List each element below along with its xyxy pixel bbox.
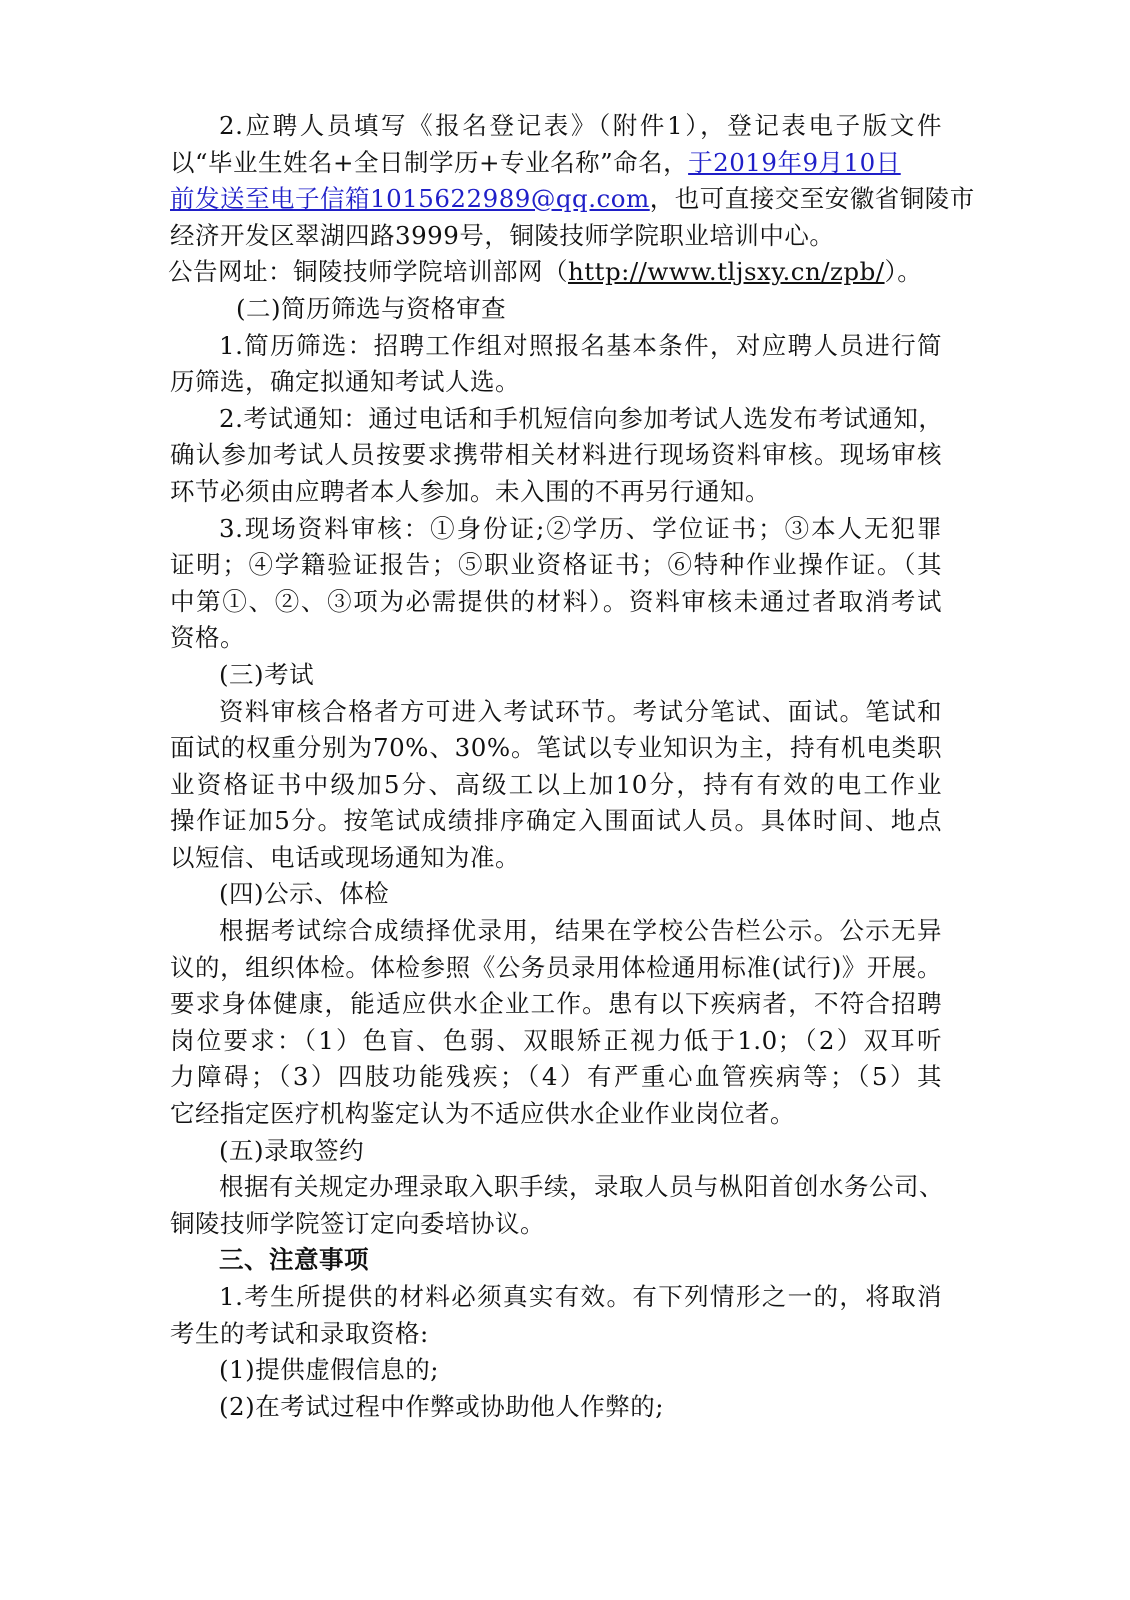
paragraph-line: 历筛选，确定拟通知考试人选。 bbox=[170, 367, 520, 397]
notice-end: ）。 bbox=[884, 257, 923, 287]
subsection-heading: (五)录取签约 bbox=[219, 1135, 365, 1165]
paragraph-line: 2.考试通知：通过电话和手机短信向参加考试人选发布考试通知， bbox=[219, 403, 944, 433]
paragraph-line bbox=[170, 181, 975, 218]
paragraph-line: 中第①、②、③项为必需提供的材料）。资料审核未通过者取消考试 bbox=[170, 586, 942, 616]
paragraph-line: 根据有关规定办理录取入职手续，录取人员与枞阳首创水务公司、 bbox=[219, 1172, 944, 1202]
paragraph-line: 铜陵技师学院签订定向委培协议。 bbox=[170, 1208, 545, 1238]
paragraph-line: 议的，组织体检。体检参照《公务员录用体检通用标准(试行)》开展。 bbox=[170, 952, 942, 982]
text-span: 以“毕业生姓名+全日制学历+专业名称”命名， bbox=[170, 147, 689, 177]
paragraph-line: 要求身体健康，能适应供水企业工作。患有以下疾病者，不符合招聘 bbox=[170, 989, 942, 1019]
notice-url-line bbox=[168, 254, 942, 291]
document-page bbox=[168, 108, 975, 1425]
paragraph-line: 它经指定医疗机构鉴定认为不适应供水企业作业岗位者。 bbox=[170, 1099, 795, 1129]
paragraph-line: 3.现场资料审核：①身份证;②学历、学位证书；③本人无犯罪 bbox=[219, 513, 942, 543]
paragraph-line: 以短信、电话或现场通知为准。 bbox=[170, 842, 520, 872]
paragraph-line: 业资格证书中级加5分、高级工以上加10分，持有有效的电工作业 bbox=[170, 769, 942, 799]
paragraph-line: 资料审核合格者方可进入考试环节。考试分笔试、面试。笔试和 bbox=[219, 696, 942, 726]
paragraph-line bbox=[170, 145, 942, 182]
deadline-link[interactable]: 于2019年9月10日 bbox=[688, 147, 901, 177]
subsection-heading: (二)简历筛选与资格审查 bbox=[236, 293, 507, 323]
paragraph-line: 2.应聘人员填写《报名登记表》（附件1），登记表电子版文件 bbox=[219, 111, 942, 140]
text-span: ，也可直接交至安徽省铜陵市 bbox=[649, 184, 975, 214]
list-item: (2)在考试过程中作弊或协助他人作弊的; bbox=[219, 1391, 664, 1421]
subsection-heading: (四)公示、体检 bbox=[219, 879, 390, 909]
paragraph-line: 证明；④学籍验证报告；⑤职业资格证书；⑥特种作业操作证。（其 bbox=[170, 550, 942, 580]
paragraph-line: 1.考生所提供的材料必须真实有效。有下列情形之一的，将取消 bbox=[219, 1282, 942, 1311]
paragraph-line: 确认参加考试人员按要求携带相关材料进行现场资料审核。现场审核 bbox=[170, 440, 942, 470]
paragraph-line: 1.简历筛选：招聘工作组对照报名基本条件，对应聘人员进行简 bbox=[219, 330, 942, 360]
paragraph-line: 操作证加5分。按笔试成绩排序确定入围面试人员。具体时间、地点 bbox=[170, 806, 942, 836]
subsection-heading: (三)考试 bbox=[219, 659, 315, 689]
paragraph-line: 资格。 bbox=[170, 623, 245, 653]
email-link[interactable]: 前发送至电子信箱1015622989@qq.com bbox=[170, 184, 650, 214]
paragraph-line: 考生的考试和录取资格: bbox=[170, 1318, 429, 1348]
paragraph-line: 环节必须由应聘者本人参加。未入围的不再另行通知。 bbox=[170, 476, 770, 506]
section-heading: 三、注意事项 bbox=[219, 1245, 369, 1275]
paragraph-line: 经济开发区翠湖四路3999号，铜陵技师学院职业培训中心。 bbox=[170, 220, 835, 250]
paragraph-line: 面试的权重分别为70%、30%。笔试以专业知识为主，持有机电类职 bbox=[170, 733, 942, 763]
list-item: (1)提供虚假信息的; bbox=[219, 1355, 439, 1385]
paragraph-line: 岗位要求：（1）色盲、色弱、双眼矫正视力低于1.0；（2）双耳听 bbox=[170, 1025, 942, 1055]
paragraph-line: 力障碍；（3）四肢功能残疾；（4）有严重心血管疾病等；（5）其 bbox=[170, 1062, 942, 1092]
notice-label: 公告网址：铜陵技师学院培训部网（ bbox=[168, 257, 568, 287]
paragraph-line: 根据考试综合成绩择优录用，结果在学校公告栏公示。公示无异 bbox=[219, 916, 942, 946]
notice-url-link[interactable]: http://www.tljsxy.cn/zpb/ bbox=[568, 257, 885, 287]
